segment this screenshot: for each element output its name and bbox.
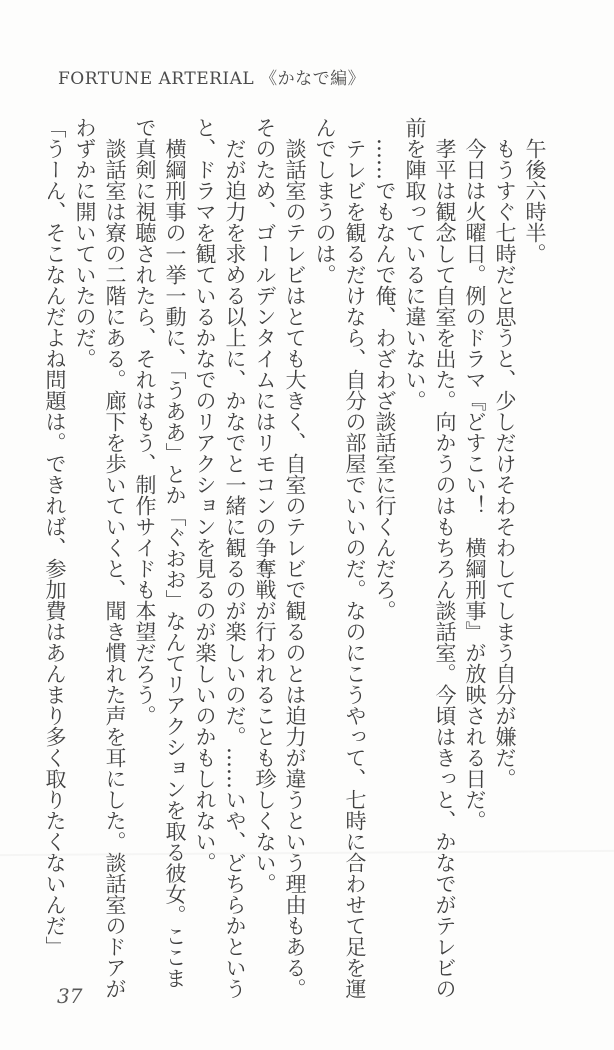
- paragraph: もうすぐ七時だと思うと、少しだけそわそわしてしまう自分が嫌だ。: [493, 138, 517, 789]
- paragraph: 孝平は観念して自室を出た。向かうのはもちろん談話室。今頃はきっと、かなでがテレビの前を陣取っているに違いない。: [403, 117, 457, 999]
- running-header-title: FORTUNE ARTERIAL 《かなで編》: [58, 69, 366, 89]
- paragraph-dialogue: 「うーん、そこなんだよね問題は。できれば、参加費はあんまり多く取りたくないんだ」: [43, 117, 67, 957]
- paragraph: テレビを観るだけなら、自分の部屋でいいのだ。なのにこうやって、七時に合わせて足を運んでしまうのは。: [313, 117, 367, 999]
- body-text: [40, 117, 550, 999]
- paragraph: だが迫力を求める以上に、かなでと一緒に観るのが楽しいのだ。……いや、どちらかというと、ドラマを観ているかなでのリアクションを見るのが楽しいのかもしれない。: [193, 117, 247, 999]
- paragraph: ……でもなんで俺、わざわざ談話室に行くんだろ。: [373, 138, 397, 621]
- paragraph: 横綱刑事の一挙一動に、「うああ」とか「ぐおお」なんてリアクションを取る彼女。ここまで真剣に視聴されたら、それはもう、制作サイドも本望だろう。: [133, 117, 187, 989]
- paragraph: 談話室のテレビはとても大きく、自室のテレビで観るのとは迫力が違うという理由もある。そのため、ゴールデンタイムにはリモコンの争奪戦が行われることも珍しくない。: [253, 117, 307, 999]
- page-number: 37: [57, 984, 83, 1008]
- paragraph: 午後六時半。: [523, 138, 547, 264]
- paragraph: 談話室は寮の二階にある。廊下を歩いていくと、聞き慣れた声を耳にした。談話室のドアがわずかに開いていたのだ。: [73, 117, 127, 999]
- paragraph: 今日は火曜日。例のドラマ『どすこい！ 横綱刑事』が放映される日だ。: [463, 138, 487, 831]
